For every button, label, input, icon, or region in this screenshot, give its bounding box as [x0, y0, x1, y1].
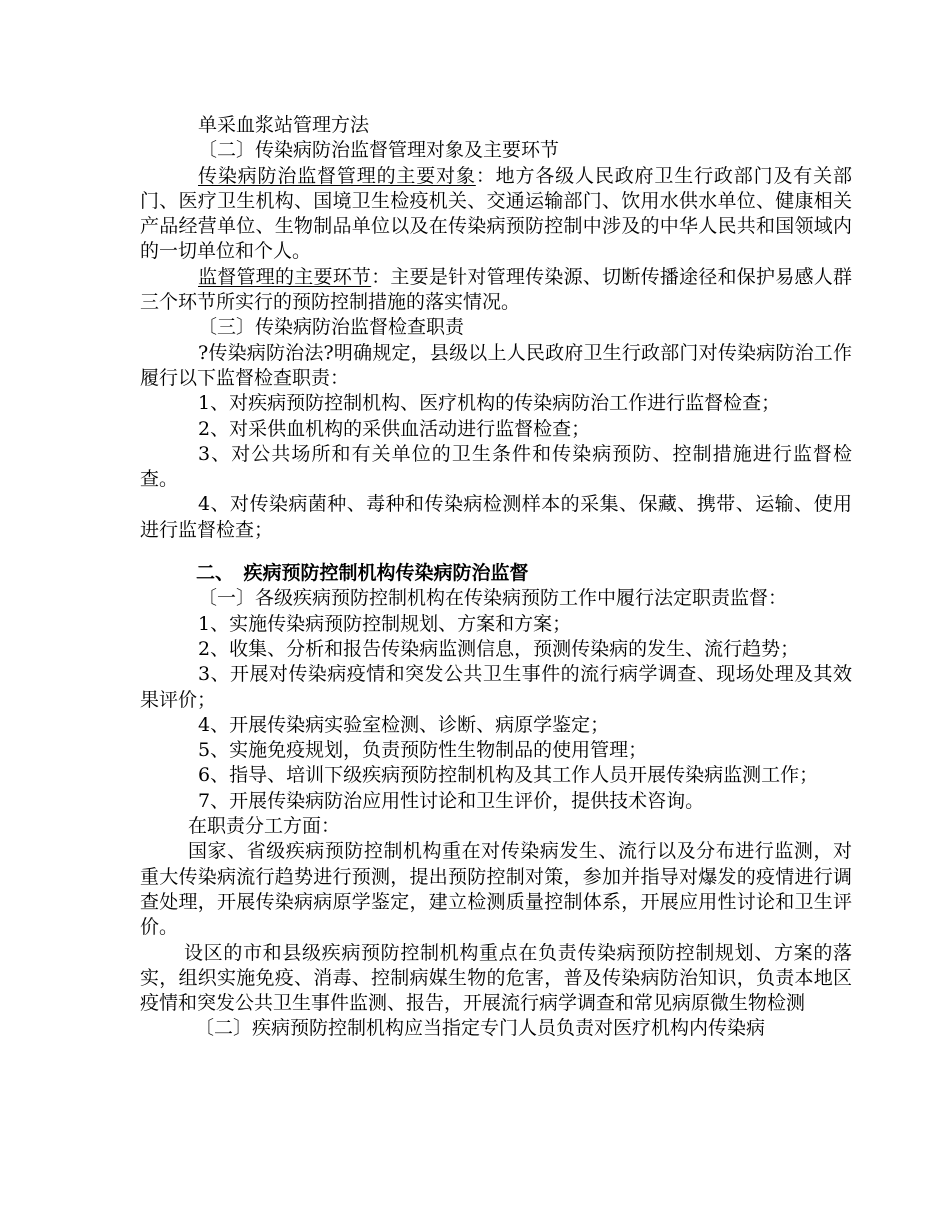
paragraph-blood-plasma-station: 单采血浆站管理方法	[198, 114, 370, 136]
list-item-cdc-2: 2、收集、分析和报告传染病监测信息，预测传染病的发生、流行趋势；	[198, 637, 800, 660]
list-item-duty-1: 1、对疾病预防控制机构、医疗机构的传染病防治工作进行监督检查；	[198, 392, 781, 415]
paragraph-law-provision: ?传染病防治法?明确规定，县级以上人民政府卫生行政部门对传染病防治工作履行以下监督检查职责：	[140, 341, 852, 389]
paragraph-main-links	[140, 265, 852, 316]
list-item-duty-3: 3、对公共场所和有关单位的卫生条件和传染病预防、控制措施进行监督检查。	[140, 442, 852, 491]
document-body	[140, 113, 852, 1042]
term-main-objects: 传染病防治监督管理的主要对象	[198, 164, 476, 187]
list-item-cdc-5: 5、实施免疫规划，负责预防性生物制品的使用管理；	[198, 739, 648, 762]
list-item-cdc-7: 7、开展传染病防治应用性讨论和卫生评价，提供技术咨询。	[198, 789, 705, 812]
list-item-cdc-4: 4、开展传染病实验室检测、诊断、病原学鉴定；	[198, 713, 610, 736]
paragraph-main-links-text: ：主要是针对管理传染源、切断传播途径和保护易感人群三个环节所实行的预防控制措施的落实情况。	[140, 265, 852, 314]
paragraph-national-provincial: 国家、省级疾病预防控制机构重在对传染病发生、流行以及分布进行监测，对重大传染病流行趋势进行预测，提出预防控制对策，参加并指导对爆发的疫情进行调查处理，开展传染病病原学鉴定，建立检测质量控制体系，开展应用性讨论和卫生评价。	[140, 840, 852, 939]
section-heading-cdc-duties: 〔一〕各级疾病预防控制机构在传染病预防工作中履行法定职责监督：	[198, 587, 788, 610]
list-item-cdc-6: 6、指导、培训下级疾病预防控制机构及其工作人员开展传染病监测工作；	[198, 764, 819, 787]
list-item-duty-4: 4、对传染病菌种、毒种和传染病检测样本的采集、保藏、携带、运输、使用进行监督检查；	[140, 493, 852, 541]
paragraph-city-county: 设区的市和县级疾病预防控制机构重点在负责传染病预防控制规划、方案的落实，组织实施免疫、消毒、控制病媒生物的危害，普及传染病防治知识，负责本地区疫情和突发公共卫生事件监测、报告，开展流行病学调查和常见病原微生物检测	[140, 941, 852, 1015]
chapter-heading-cdc-supervision: 二、 疾病预防控制机构传染病防治监督	[196, 562, 529, 585]
list-item-duty-2: 2、对采供血机构的采供血活动进行监督检查；	[198, 417, 591, 440]
paragraph-main-objects-text: ：地方各级人民政府卫生行政部门及有关部门、医疗卫生机构、国境卫生检疫机关、交通运输部门、饮用水供水单位、健康相关产品经营单位、生物制品单位以及在传染病预防控制中涉及的中华人民共和国领域内的一切单位和个人。	[140, 164, 852, 263]
list-item-cdc-3: 3、开展对传染病疫情和突发公共卫生事件的流行病学调查、现场处理及其效果评价；	[140, 663, 852, 711]
section-heading-inspection-duties: 〔三〕传染病防治监督检查职责	[198, 316, 465, 339]
section-heading-designated-staff: 〔二〕疾病预防控制机构应当指定专门人员负责对医疗机构内传染病	[195, 1017, 766, 1040]
paragraph-division-of-duties: 在职责分工方面：	[188, 815, 341, 838]
section-heading-supervision-objects: 〔二〕传染病防治监督管理对象及主要环节	[198, 139, 560, 162]
list-item-cdc-1: 1、实施传染病预防控制规划、方案和方案；	[198, 612, 572, 635]
term-main-links: 监督管理的主要环节	[198, 265, 372, 288]
paragraph-main-objects	[140, 164, 852, 265]
